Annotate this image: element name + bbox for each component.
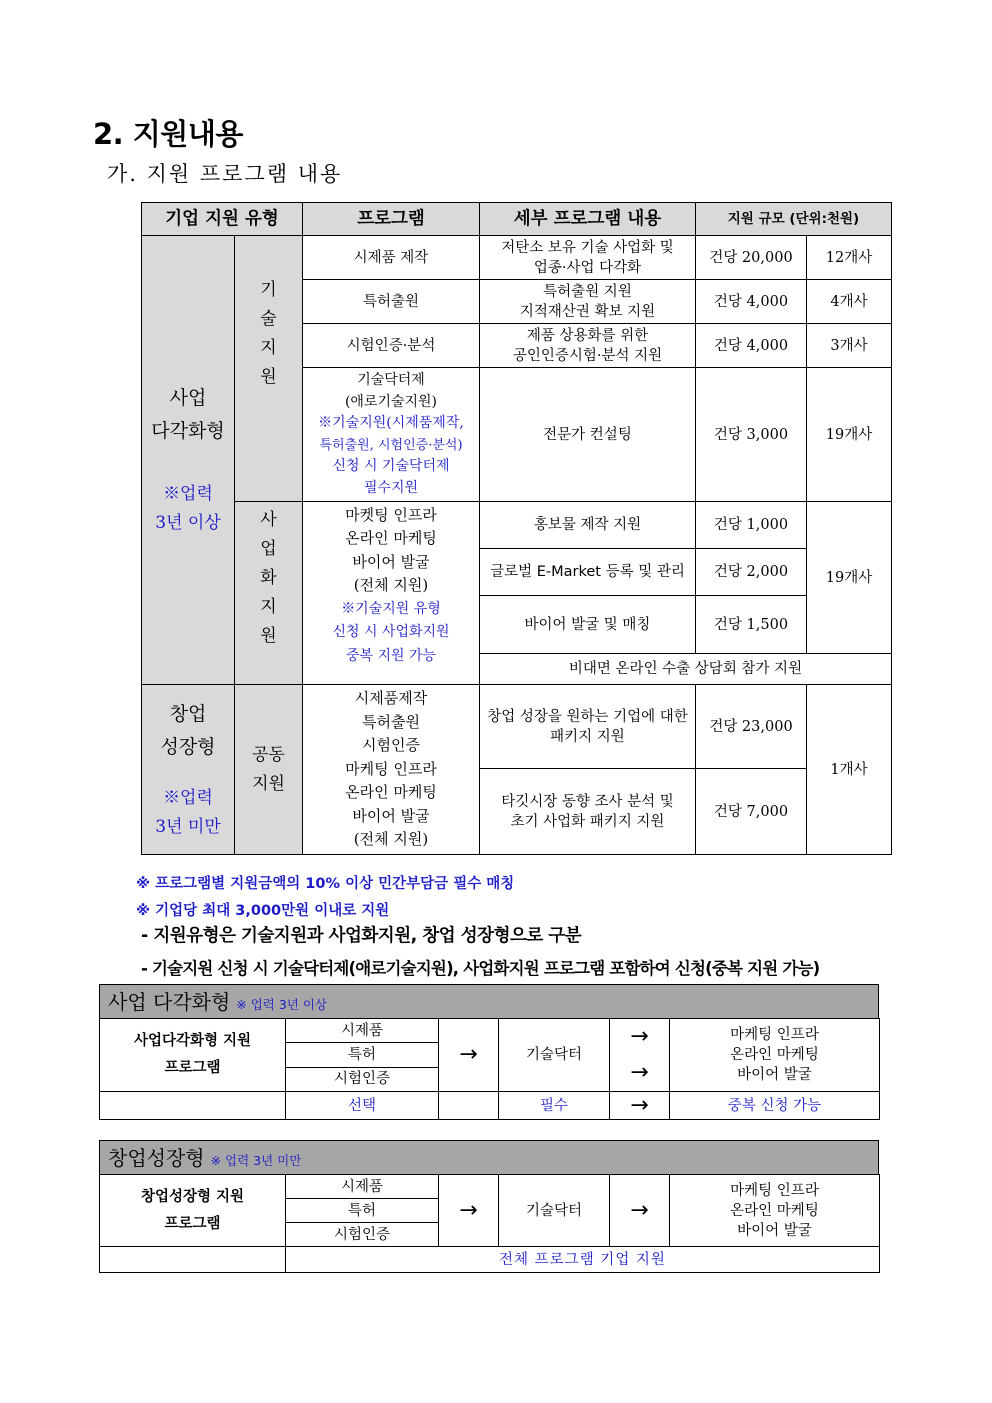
type-note-line1: ※업력 [163,484,213,504]
detail-cell: 바이어 발굴 및 매칭 [480,596,696,654]
amount-cell: 건당 2,000 [696,549,807,596]
detail-line: 초기 사업화 패키지 지원 [510,813,665,830]
flow-empty [439,1092,499,1120]
subtype-biz-char: 사 [260,509,277,530]
subtype-tech-char: 술 [260,308,277,329]
subtype-biz-char: 화 [260,567,277,588]
header-program: 프로그램 [303,203,480,236]
flow-bottom-select: 선택 [286,1092,439,1120]
box-title-sub: ※ 업력 3년 이상 [236,997,328,1012]
subtype-joint-line: 공동 [252,744,285,765]
flow-item: 시험인증 [286,1067,439,1091]
amount-cell: 건당 7,000 [696,769,807,855]
flow-label-line: 창업성장형 지원 [140,1188,245,1205]
amount-cell: 건당 4,000 [696,324,807,368]
detail-line: 저탄소 보유 기술 사업화 및 [501,239,674,256]
type-name-line2: 다각화형 [151,420,225,442]
amount-cell: 건당 3,000 [696,368,807,502]
program-note: ※기술지원(시제품제작, [318,415,464,431]
flow-doctor: 기술닥터 [499,1175,610,1247]
program-line: (애로기술지원) [344,393,438,410]
flow-empty [100,1247,286,1273]
flow-label-line: 프로그램 [164,1215,221,1232]
program-line: 마켓팅 인프라 [345,505,437,524]
arrow-icon: → [610,1092,670,1120]
program-cell: 시험인증·분석 [303,324,480,368]
subtype-biz [235,502,303,685]
detail-line: 패키지 지원 [550,729,625,745]
flow-item: 시제품 [286,1175,439,1199]
desc-apply: - 기술지원 신청 시 기술닥터제(애로기술지원), 사업화지원 프로그램 포함하여 신청(중복 지원 가능) [141,959,820,978]
detail-line: 타깃시장 동향 조사 분석 및 [501,793,674,810]
flow-result-line: 바이어 발굴 [737,1222,812,1239]
arrow-icon [610,1019,670,1092]
amount-cell: 건당 23,000 [696,685,807,769]
subtype-joint-line: 지원 [252,773,285,794]
box-title [99,984,879,1019]
program-line: (전체 지원) [353,576,429,595]
amount-cell: 건당 20,000 [696,236,807,280]
subtype-joint [235,685,303,855]
count-cell: 4개사 [807,280,892,324]
arrow-icon: → [439,1175,499,1247]
startup-flow-box [99,1140,879,1273]
flow-empty [100,1092,286,1120]
detail-cell [480,324,696,368]
arrow-icon: → [439,1019,499,1092]
subtype-biz-char: 원 [260,625,277,646]
support-program-table [141,202,892,855]
flow-result-line: 온라인 마케팅 [730,1047,819,1063]
amount-cell: 건당 4,000 [696,280,807,324]
section-heading: 2. 지원내용 [93,117,243,151]
flow-label [100,1019,286,1092]
flow-item: 특허 [286,1043,439,1067]
flow-item: 시제품 [286,1019,439,1043]
detail-cell [480,685,696,769]
arrow-icon: → [630,1024,649,1049]
type-name-line2: 성장형 [160,735,216,758]
program-cell: 특허출원 [303,280,480,324]
program-note: 신청 시 기술닥터제 [332,458,450,474]
program-biz [303,502,480,685]
note-max-support: ※ 기업당 최대 3,000만원 이내로 지원 [136,903,390,919]
detail-cell: 글로벌 E-Market 등록 및 관리 [480,549,696,596]
program-cell: 시제품 제작 [303,236,480,280]
flow-item: 시험인증 [286,1223,439,1247]
detail-cell [480,236,696,280]
flow-item: 특허 [286,1199,439,1223]
note-matching: ※ 프로그램별 지원금액의 10% 이상 민간부담금 필수 매칭 [136,876,515,892]
program-line: 바이어 발굴 [352,806,430,825]
program-note: 특허출원, 시험인증·분석) [319,437,463,453]
program-line: 시제품제작 [354,689,428,708]
header-scale: 지원 규모 (단위:천원) [696,203,892,236]
flow-doctor: 기술닥터 [499,1019,610,1092]
flow-label-line: 프로그램 [164,1060,221,1076]
program-line: 바이어 발굴 [352,552,430,571]
program-line: (전체 지원) [353,830,429,849]
detail-line: 특허출원 지원 [543,283,632,300]
program-note: 필수지원 [363,479,419,496]
subtype-tech [235,236,303,502]
arrow-icon: → [610,1175,670,1247]
subtype-biz-char: 지 [260,596,277,617]
subtype-tech-char: 원 [260,366,277,387]
type-name-line1: 사업 [169,387,207,409]
detail-cell [480,280,696,324]
type-startup [142,685,235,855]
extra-support-cell: 비대면 온라인 수출 상담회 참가 지원 [480,654,892,685]
type-note-line1: ※업력 [163,787,213,808]
program-line: 온라인 마케팅 [345,783,437,802]
section-subheading: 가. 지원 프로그램 내용 [107,162,343,186]
diversification-flow-box [99,984,879,1120]
flow-result [670,1019,880,1092]
box-title-sub: ※ 업력 3년 미만 [210,1153,302,1168]
program-line: 특허출원 [362,712,420,731]
program-note: ※기술지원 유형 [341,600,441,617]
program-line: 시험인증 [362,736,420,755]
amount-cell: 건당 1,500 [696,596,807,654]
detail-line: 제품 상용화를 위한 [526,327,649,344]
flow-bottom-required: 필수 [499,1092,610,1120]
program-note: 신청 시 사업화지원 [332,624,450,641]
program-tech-doctor [303,368,480,502]
flow-label [100,1175,286,1247]
detail-cell: 전문가 컨설팅 [480,368,696,502]
subtype-tech-char: 지 [260,337,277,358]
count-cell: 19개사 [807,368,892,502]
flow-result-line: 마케팅 인프라 [730,1027,819,1043]
detail-cell [480,769,696,855]
program-line: 마케팅 인프라 [345,759,437,778]
flow-result-line: 온라인 마케팅 [730,1202,819,1219]
count-cell: 1개사 [807,685,892,855]
header-type: 기업 지원 유형 [142,203,303,236]
count-cell: 19개사 [807,502,892,654]
type-name-line1: 창업 [169,702,207,725]
program-line: 기술닥터제 [357,372,425,388]
amount-cell: 건당 1,000 [696,502,807,549]
program-startup [303,685,480,855]
type-note-line2: 3년 이상 [155,513,221,533]
box-title [99,1140,879,1175]
flow-result-line: 마케팅 인프라 [730,1182,819,1199]
flow-bottom-all: 전체 프로그램 기업 지원 [286,1247,880,1273]
arrow-icon: → [630,1060,649,1085]
detail-line: 창업 성장을 원하는 기업에 대한 [487,709,688,725]
flow-result [670,1175,880,1247]
detail-line: 지적재산권 확보 지원 [519,303,656,320]
flow-result-line: 바이어 발굴 [737,1067,812,1083]
type-note-line2: 3년 미만 [155,816,221,837]
count-cell: 12개사 [807,236,892,280]
type-diversification [142,236,235,685]
box-title-text: 창업성장형 [108,1146,205,1170]
header-detail: 세부 프로그램 내용 [480,203,696,236]
flow-label-line: 사업다각화형 지원 [133,1033,252,1049]
count-cell: 3개사 [807,324,892,368]
program-note: 중복 지원 가능 [345,647,437,664]
box-title-text: 사업 다각화형 [108,990,231,1014]
detail-line: 공인인증시험·분석 지원 [512,347,663,364]
subtype-tech-char: 기 [260,279,277,300]
desc-types: - 지원유형은 기술지원과 사업화지원, 창업 성장형으로 구분 [141,926,582,946]
detail-line: 업종·사업 다각화 [533,259,642,276]
subtype-biz-char: 업 [260,538,277,559]
program-line: 온라인 마케팅 [345,529,437,548]
detail-cell: 홍보물 제작 지원 [480,502,696,549]
flow-bottom-duplicate: 중복 신청 가능 [670,1092,880,1120]
